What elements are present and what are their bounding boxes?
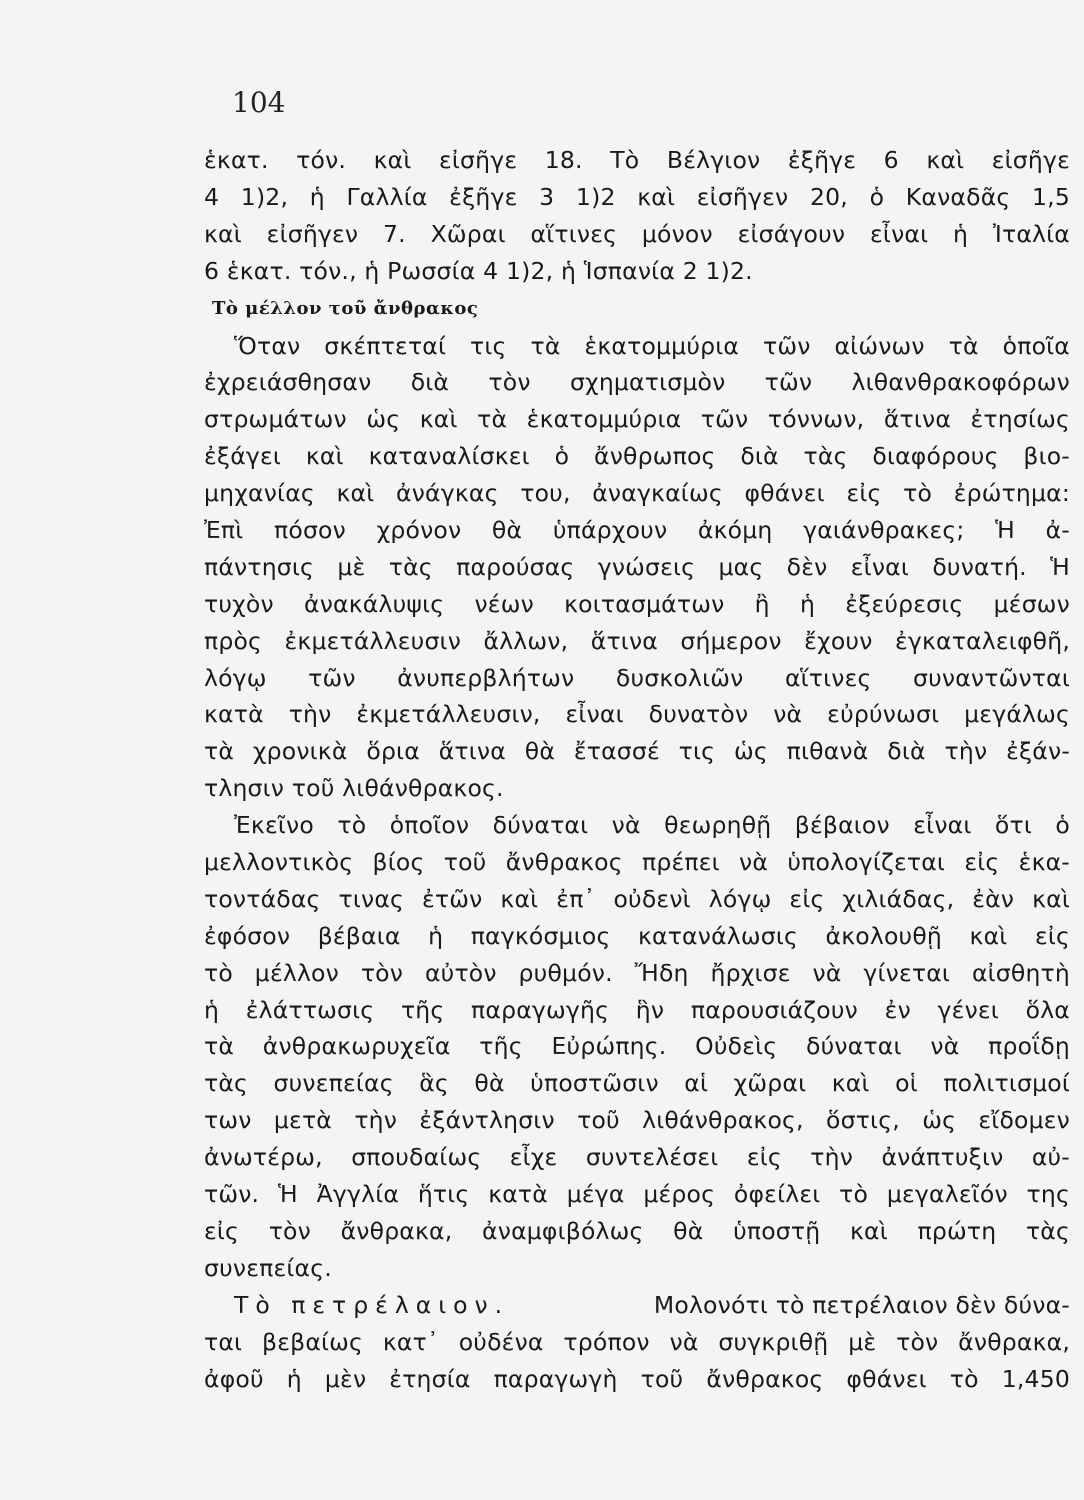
text-line: τὰ ἀνθρακωρυχεῖα τῆς Εὐρώπης. Οὐδεὶς δύναται νὰ προΐδῃ	[204, 1032, 1070, 1061]
text-line: καὶ εἰσῆγεν 7. Χῶραι αἵτινες μόνον εἰσάγουν εἶναι ἡ Ἰταλία	[204, 219, 1070, 248]
text-line: ἐξάγει καὶ καταναλίσκει ὁ ἄνθρωπος διὰ τὰς διαφόρους βιο-	[204, 442, 1070, 471]
text-line: των μετὰ τὴν ἐξάντλησιν τοῦ λιθάνθρακος, ὅστις, ὡς εἴδομεν	[204, 1106, 1070, 1135]
text-line: 6 ἑκατ. τόν., ἡ Ρωσσία 4 1)2, ἡ Ἱσπανία 2 1)2.	[204, 256, 753, 285]
text-line: ἀφοῦ ἡ μὲν ἐτησία παραγωγὴ τοῦ ἄνθρακος φθάνει τὸ 1,450	[204, 1364, 1070, 1393]
text-line: ἑκατ. τόν. καὶ εἰσῆγε 18. Τὸ Βέλγιον ἐξῆγε 6 καὶ εἰσῆγε	[204, 146, 1070, 174]
text-line: ἐφόσον βέβαια ἡ παγκόσμιος κατανάλωσις ἀκολουθῇ καὶ εἰς	[204, 921, 1070, 950]
body-text	[204, 142, 1070, 1397]
text-line: τὸ μέλλον τὸν αὐτὸν ρυθμόν. Ἤδη ἤρχισε νὰ γίνεται αἰσθητὴ	[204, 958, 1070, 987]
text-fragment: Μολονότι τὸ πετρέλαιον δὲν δύνα-	[653, 1290, 1070, 1319]
text-line: Ἐκεῖνο τὸ ὁποῖον δύναται νὰ θεωρηθῇ βέβαιον εἶναι ὅτι ὁ	[234, 811, 1070, 840]
text-line: τὰ χρονικὰ ὅρια ἅτινα θὰ ἔτασσέ τις ὡς πιθανὰ διὰ τὴν ἐξάν-	[204, 737, 1070, 766]
text-line: ται βεβαίως κατ᾽ οὐδένα τρόπον νὰ συγκριθῇ μὲ τὸν ἄνθρακα,	[204, 1327, 1070, 1356]
text-line: πρὸς ἐκμετάλλευσιν ἄλλων, ἅτινα σήμερον ἔχουν ἐγκαταλειφθῆ,	[204, 626, 1070, 655]
text-line	[204, 1287, 1070, 1324]
text-line: στρωμάτων ὡς καὶ τὰ ἑκατομμύρια τῶν τόννων, ἅτινα ἐτησίως	[204, 405, 1070, 434]
text-line: ἡ ἐλάττωσις τῆς παραγωγῆς ἣν παρουσιάζουν ἐν γένει ὅλα	[204, 995, 1070, 1024]
spaced-term: Τὸ πετρέλαιον.	[234, 1290, 510, 1319]
text-line: τυχὸν ἀνακάλυψις νέων κοιτασμάτων ἢ ἡ ἐξεύρεσις μέσων	[204, 589, 1070, 618]
text-line: κατὰ τὴν ἐκμετάλλευσιν, εἶναι δυνατὸν νὰ εὐρύνωσι μεγάλως	[204, 700, 1070, 729]
text-line: συνεπείας.	[204, 1253, 332, 1282]
text-line: μηχανίας καὶ ἀνάγκας του, ἀναγκαίως φθάνει εἰς τὸ ἐρώτημα:	[204, 479, 1070, 508]
text-line: τὰς συνεπείας ἃς θὰ ὑποστῶσιν αἱ χῶραι καὶ οἱ πολιτισμοί	[204, 1069, 1070, 1098]
text-line: τοντάδας τινας ἐτῶν καὶ ἐπ᾽ οὐδενὶ λόγῳ εἰς χιλιάδας, ἐὰν καὶ	[204, 884, 1070, 913]
text-line: Ἐπὶ πόσον χρόνον θὰ ὑπάρχουν ἀκόμη γαιάνθρακες; Ἡ ἀ-	[204, 516, 1070, 545]
text-line: εἰς τὸν ἄνθρακα, ἀναμφιβόλως θὰ ὑποστῇ καὶ πρώτη τὰς	[204, 1216, 1070, 1245]
text-line: μελλοντικὸς βίος τοῦ ἄνθρακος πρέπει νὰ ὑπολογίζεται εἰς ἑκα-	[204, 848, 1070, 877]
text-line: λόγῳ τῶν ἀνυπερβλήτων δυσκολιῶν αἵτινες συναντῶνται	[204, 663, 1070, 692]
text-line: τλησιν τοῦ λιθάνθρακος.	[204, 774, 504, 803]
text-line: πάντησις μὲ τὰς παρούσας γνώσεις μας δὲν εἶναι δυνατή. Ἡ	[204, 552, 1070, 581]
section-heading: Τὸ μέλλον τοῦ ἄνθρακος	[212, 297, 479, 319]
text-line: Ὅταν σκέπτεταί τις τὰ ἑκατομμύρια τῶν αἰώνων τὰ ὁποῖα	[234, 331, 1070, 360]
text-line: 4 1)2, ἡ Γαλλία ἐξῆγε 3 1)2 καὶ εἰσῆγεν 20, ὁ Καναδᾶς 1,5	[204, 182, 1070, 211]
text-line: ἐχρειάσθησαν διὰ τὸν σχηματισμὸν τῶν λιθανθρακοφόρων	[204, 368, 1070, 397]
page-number: 104	[232, 86, 286, 119]
text-line: ἀνωτέρω, σπουδαίως εἶχε συντελέσει εἰς τὴν ἀνάπτυξιν αὐ-	[204, 1143, 1070, 1172]
text-line: τῶν. Ἡ Ἀγγλία ἥτις κατὰ μέγα μέρος ὀφείλει τὸ μεγαλεῖόν της	[204, 1180, 1070, 1209]
